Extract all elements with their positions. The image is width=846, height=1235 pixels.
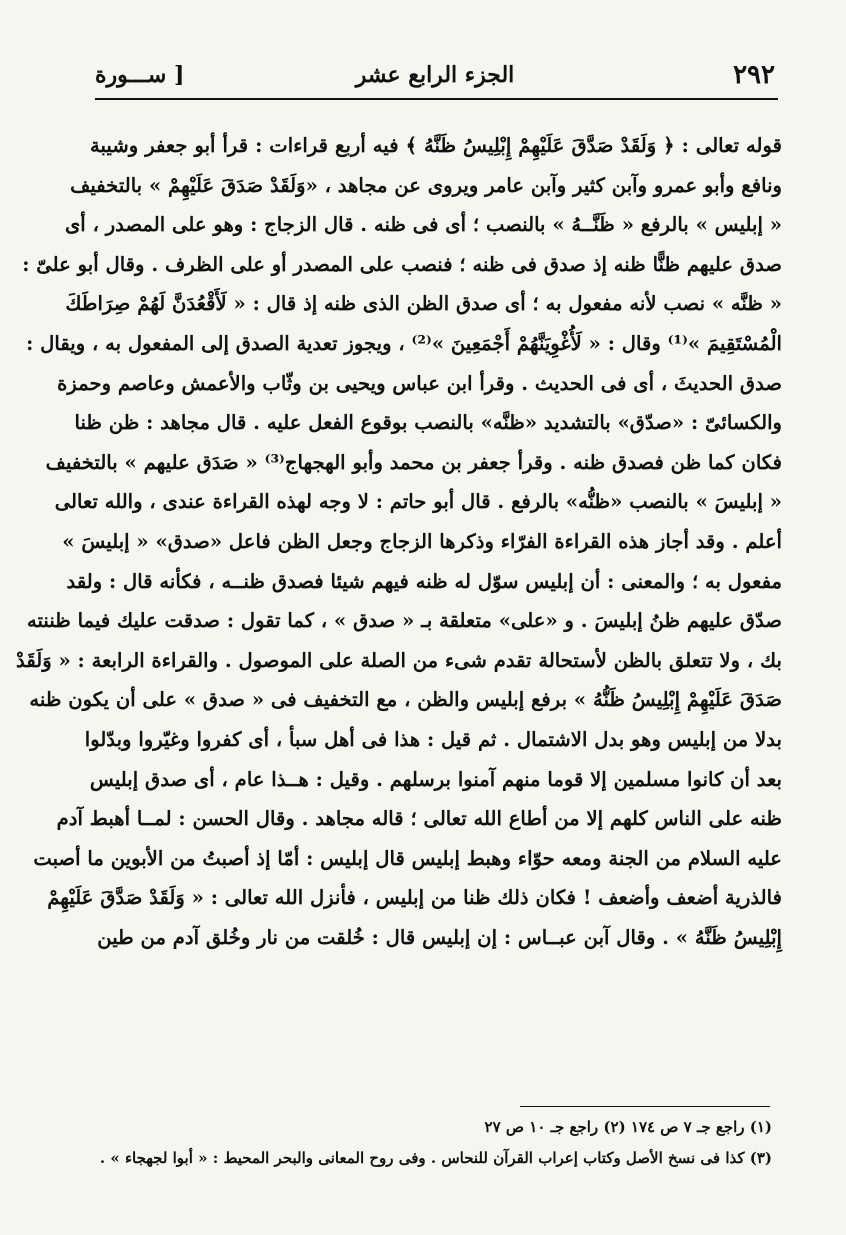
footnote: (٣) كذا فى نسخ الأصل وكتاب إعراب القرآن للنحاس . وفى روح المعانى والبحر المحيط : « أبوا لجهجاء » . [99,1149,772,1167]
body-line: والكسائىّ : «صدّق» بالتشديد «ظنَّه» بالنصب بوقوع الفعل عليه . قال مجاهد : ظن ظنا [74,411,782,435]
body-line: « ظنَّه » نصب لأنه مفعول به ؛ أى صدق الظن الذى ظنه إذ قال : « لَأَقْعُدَنَّ لَهُمْ صِرَاطَكَ [65,292,782,316]
header-rule [95,98,778,100]
body-line: « إبليسَ » بالنصب «ظنُّه» بالرفع . قال أبو حاتم : لا وجه لهذه القراءة عندى ، والله تعالى [54,490,782,514]
footnotes [99,1112,772,1174]
body-line: بدلا من إبليس وهو بدل الاشتمال . ثم قيل : هذا فى أهل سبأ ، أى كفروا وغيّروا وبدّلوا [84,727,782,751]
body-line: الْمُسْتَقِيمَ »⁽¹⁾ وقال : « لَأُغْوِيَنَّهُمْ أَجْمَعِينَ »⁽²⁾ ، ويجوز تعدية الصدق إلى المفعول به ، ويقال : [26,331,782,355]
body-line: فالذرية أضعف وأضعف ! فكان ذلك ظنا من إبليس ، فأنزل الله تعالى : « وَلَقَدْ صَدَّقَ عَلَيْهِمْ [47,886,782,910]
body-text [16,126,782,957]
body-line: قوله تعالى : ﴿ وَلَقَدْ صَدَّقَ عَلَيْهِمْ إِبْلِيسُ ظَنَّهُ ﴾ فيه أربع قراءات : قرأ أبو جعفر وشيبة [90,134,782,157]
footnote: (١) راجع جـ ٧ ص ١٧٤ (٢) راجع جـ ١٠ ص ٢٧ [484,1118,772,1136]
body-line: صدق الحديثَ ، أى فى الحديث . وقرأ ابن عباس ويحيى بن وثّاب والأعمش وعاصم وحمزة [57,371,782,395]
footnote-rule [520,1106,770,1107]
body-line: عليه السلام من الجنة ومعه حوّاء وهبط إبليس قال إبليس : أمّا إذ أصبتُ من الأبوين ما أصبت [33,846,782,870]
body-line: أعلم . وقد أجاز هذه القراءة الفرّاء وذكرها الزجاج وجعل الظن فاعل «صدق» « إبليسَ » [62,529,782,553]
body-line: بك ، ولا تتعلق بالظن لأستحالة تقدم شىء من الصلة على الموصول . والقراءة الرابعة : « وَلَقَدْ [16,648,782,672]
body-line: إِبْلِيسُ ظَنَّهُ » . وقال آبن عبــاس : إن إبليس قال : خُلقت من نار وخُلق آدم من طين [97,925,782,949]
page-number: ٢٩٢ [733,60,775,90]
body-line: ظنه على الناس كلهم إلا من أطاع الله تعالى ؛ قاله مجاهد . وقال الحسن : لمــا أهبط آدم [56,807,782,831]
body-line: « إبليس » بالرفع « ظَنَّــهُ » بالنصب ؛ أى فى ظنه . قال الزجاج : وهو على المصدر ، أى [64,213,782,237]
page-header [95,58,775,96]
body-line: صدّق عليهم ظنُ إبليسَ . و «على» متعلقة بـ « صدق » ، كما تقول : صدقت عليك فيما ظننته [27,609,782,633]
body-line: ونافع وأبو عمرو وآبن كثير وآبن عامر ويروى عن مجاهد ، «وَلَقَدْ صَدَقَ عَلَيْهِمْ » بالتخفيف [70,173,782,197]
juz-title: الجزء الرابع عشر [355,62,515,88]
body-line: بعد أن كانوا مسلمين إلا قوما منهم آمنوا برسلهم . وقيل : هــذا عام ، أى صدق إبليس [89,767,782,791]
body-line: صدق عليهم ظنًّا ظنه إذ صدق فى ظنه ؛ فنصب على المصدر أو على الظرف . وقال أبو علىّ : [22,252,782,276]
body-line: فكان كما ظن فصدق ظنه . وقرأ جعفر بن محمد وأبو الهجهاج⁽³⁾ « صَدَق عليهم » بالتخفيف [45,450,782,474]
surah-label: [ ســـورة [95,62,185,88]
body-line: مفعول به ؛ والمعنى : أن إبليس سوّل له ظنه فيهم شيئا فصدق ظنــه ، فكأنه قال : ولقد [66,569,782,593]
body-line: صَدَقَ عَلَيْهِمْ إِبْلِيسُ ظَنُّهُ » برفع إبليس والظن ، مع التخفيف فى « صدق » على أن يكون ظنه [29,688,782,712]
